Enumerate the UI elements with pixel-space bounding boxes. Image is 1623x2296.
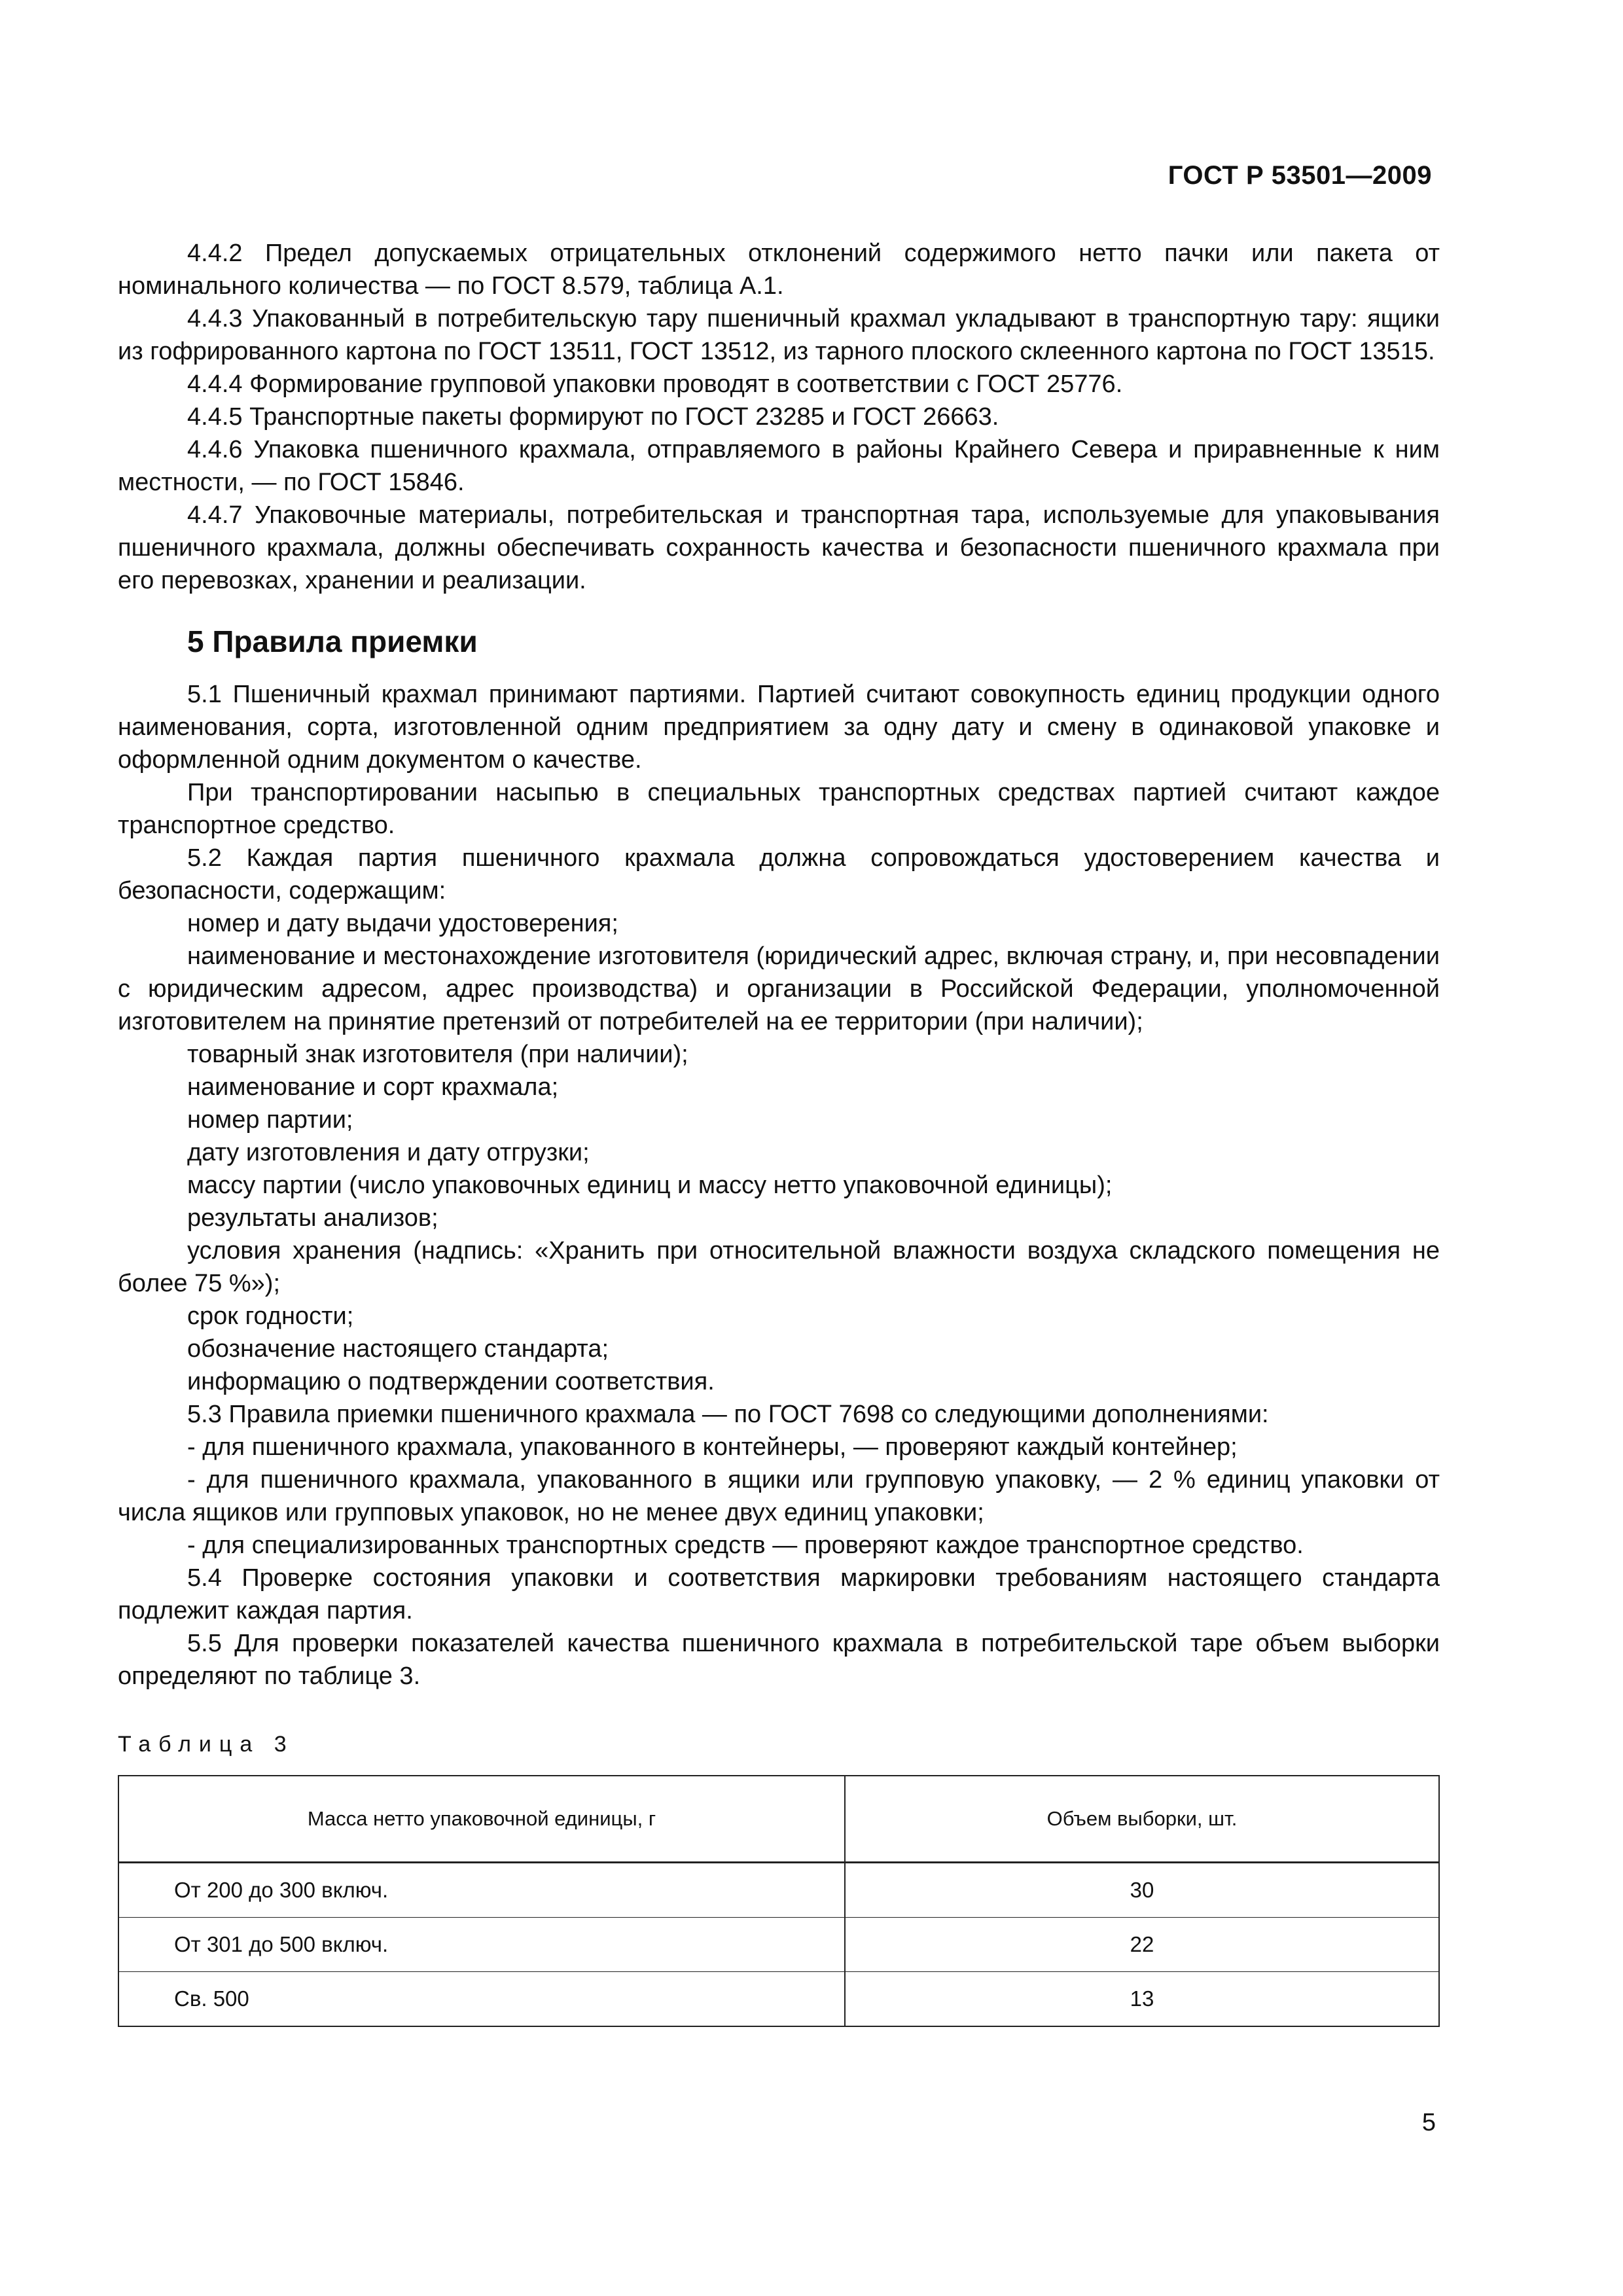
table-cell-mass: Св. 500	[118, 1972, 845, 2027]
list-item: наименование и сорт крахмала;	[187, 1073, 559, 1101]
section-5-title: 5 Правила приемки	[187, 624, 478, 658]
list-item: товарный знак изготовителя (при наличии);	[187, 1041, 688, 1068]
paragraph-4-4-6: 4.4.6 Упаковка пшеничного крахмала, отправляемого в районы Крайнего Севера и приравненные к ним местности, — по ГОСТ 15846.	[118, 436, 1440, 496]
list-item: срок годности;	[187, 1302, 354, 1330]
paragraph-4-4-7: 4.4.7 Упаковочные материалы, потребительская и транспортная тара, используемые для упаковывания пшеничного крахмала, должны обеспечивать сохранность качества и безопасности пшеничного крахмала при его перевозках, хранении и реализации.	[118, 501, 1440, 594]
paragraph-4-4-4: 4.4.4 Формирование групповой упаковки проводят в соответствии с ГОСТ 25776.	[187, 370, 1123, 398]
list-item: результаты анализов;	[187, 1204, 438, 1232]
table-cell-sample: 22	[845, 1918, 1439, 1972]
list-item: номер и дату выдачи удостоверения;	[187, 910, 618, 937]
paragraph-5-5: 5.5 Для проверки показателей качества пшеничного крахмала в потребительской таре объем выборки определяют по таблице 3.	[118, 1630, 1440, 1690]
paragraph-5-1: 5.1 Пшеничный крахмал принимают партиями. Партией считают совокупность единиц продукции одного наименования, сорта, изготовленной одним предприятием за одну дату и смену в одинаковой упаковке и оформленной одним документом о качестве.	[118, 681, 1440, 774]
paragraph-5-1-transport: При транспортировании насыпью в специальных транспортных средствах партией считают каждое транспортное средство.	[118, 779, 1440, 839]
paragraph-4-4-3: 4.4.3 Упакованный в потребительскую тару пшеничный крахмал укладывают в транспортную тару: ящики из гофрированного картона по ГОСТ 13511, ГОСТ 13512, из тарного плоского склеенного картона по ГОСТ 13515.	[118, 305, 1440, 365]
standard-header: ГОСТ Р 53501—2009	[1168, 161, 1432, 190]
list-item: массу партии (число упаковочных единиц и массу нетто упаковочной единицы);	[187, 1172, 1113, 1199]
page-number: 5	[1421, 2109, 1436, 2136]
paragraph-5-4: 5.4 Проверке состояния упаковки и соответствия маркировки требованиям настоящего стандарта подлежит каждая партия.	[118, 1564, 1440, 1624]
table-cell-mass: От 200 до 300 включ.	[118, 1863, 845, 1918]
table-header-sample-size: Объем выборки, шт.	[845, 1776, 1439, 1863]
sample-size-table	[118, 1775, 1440, 2027]
table-cell-mass: От 301 до 500 включ.	[118, 1918, 845, 1972]
table-row	[118, 1972, 1439, 2027]
table-header-mass: Масса нетто упаковочной единицы, г	[118, 1776, 845, 1863]
table-row	[118, 1918, 1439, 1972]
list-item: - для специализированных транспортных средств — проверяют каждое транспортное средство.	[187, 1532, 1304, 1559]
paragraph-4-4-5: 4.4.5 Транспортные пакеты формируют по ГОСТ 23285 и ГОСТ 26663.	[187, 403, 999, 431]
table-cell-sample: 30	[845, 1863, 1439, 1918]
table-caption: Таблица 3	[118, 1732, 294, 1757]
paragraph-5-3: 5.3 Правила приемки пшеничного крахмала — по ГОСТ 7698 со следующими дополнениями:	[187, 1401, 1269, 1428]
paragraph-5-2: 5.2 Каждая партия пшеничного крахмала должна сопровождаться удостоверением качества и безопасности, содержащим:	[118, 844, 1440, 905]
list-item: информацию о подтверждении соответствия.	[187, 1368, 715, 1395]
list-item: - для пшеничного крахмала, упакованного в ящики или групповую упаковку, — 2 % единиц упаковки от числа ящиков или групповых упаковок, но не менее двух единиц упаковки;	[118, 1466, 1440, 1526]
list-item: обозначение настоящего стандарта;	[187, 1335, 609, 1363]
list-item: - для пшеничного крахмала, упакованного в контейнеры, — проверяют каждый контейнер;	[187, 1433, 1238, 1461]
table-row	[118, 1863, 1439, 1918]
list-item: условия хранения (надпись: «Хранить при относительной влажности воздуха складского помещения не более 75 %»);	[118, 1237, 1440, 1297]
paragraph-4-4-2: 4.4.2 Предел допускаемых отрицательных отклонений содержимого нетто пачки или пакета от номинального количества — по ГОСТ 8.579, таблица А.1.	[118, 240, 1440, 300]
document-body	[118, 237, 1440, 2027]
table-header-row	[118, 1776, 1439, 1863]
table-cell-sample: 13	[845, 1972, 1439, 2027]
list-item: дату изготовления и дату отгрузки;	[187, 1139, 590, 1166]
list-item: номер партии;	[187, 1106, 353, 1134]
list-item: наименование и местонахождение изготовителя (юридический адрес, включая страну, и, при несовпадении с юридическим адресом, адрес производства) и организации в Российской Федерации, уполномоченной изготовителем на принятие претензий от потребителей на ее территории (при наличии);	[118, 942, 1440, 1035]
